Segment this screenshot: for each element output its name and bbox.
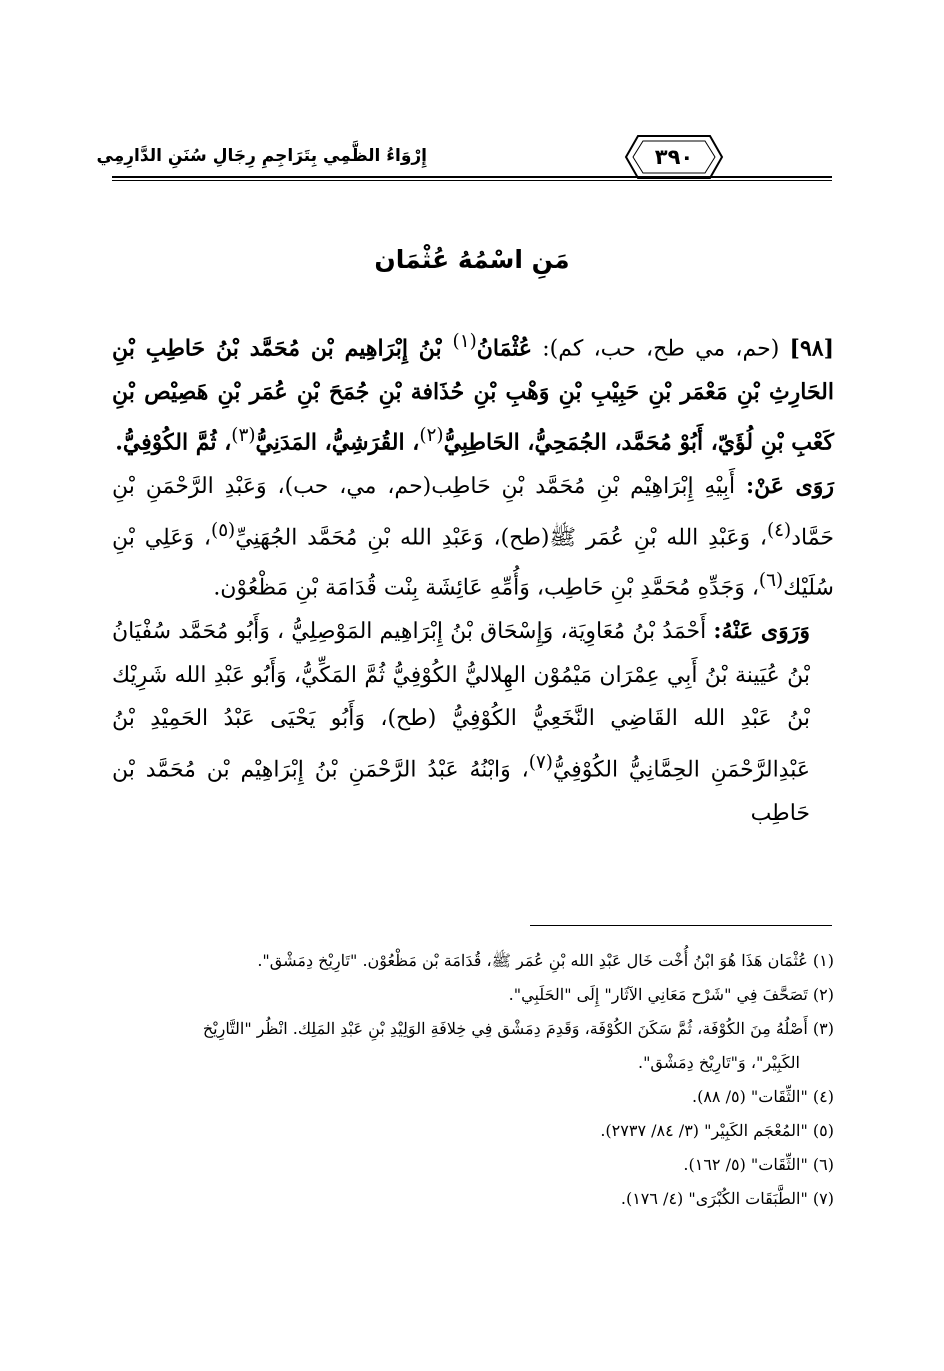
entry-paragraph [112,320,834,465]
footnote-3: (٣) أَصْلُهُ مِنَ الكُوْفَة، ثُمَّ سَكَنَ الكُوْفَة، وَقَدِمَ دِمَشْق فِي خِلافَةِ الوَلِيْدِ بْنِ عَبْدِ المَلِك. انْظُر "التَّارِيْخ [202,1019,834,1038]
footnote-ref: (٣) [231,425,256,447]
book-title: إِرْوَاءُ الظَّمِي بِتَرَاجِمِ رِجَالِ سُنَنِ الدَّارِمِي [96,146,427,166]
entry-sigla: (حم، مي طح، حب، كم): [532,336,790,362]
footnote-1: (١) عُثْمَان هَذَا هُوَ ابْنُ أُخْت خَال عَبْدِ الله بْنِ عُمَر ﷺ، قُدَامَة بْن مَظْعُوْن. "تَارِيْخ دِمَشْق". [257,951,834,970]
footnote-4: (٤) "الثِّقَات" (٥/ ٨٨). [692,1087,834,1106]
footnote-ref: (٢) [419,425,444,447]
footnote-ref: (٦) [758,570,784,592]
entry-name: عُثْمَانُ [476,335,533,362]
paragraph-text: ، وَعَلِي بْنِ سُلَيْك [112,524,834,601]
footnote-6: (٦) "الثِّقَات" (٥/ ١٦٢). [683,1155,834,1174]
entry-lineage: ، القُرَشِيُّ، المَدَنِيُّ [255,429,420,456]
footnote-2: (٢) تَصَحَّفَ فِي "شَرْح مَعَانِي الآثَار" إِلَى "الحَلَبِي". [508,985,834,1004]
paragraph-text: ، وَعَبْدِ الله بْنِ عُمَر ﷺ(طح)، وَعَبْدِ الله بْنِ مُحَمَّد الجُهَنِيِّ [235,524,768,550]
paragraph-text: ، وَجَدِّهِ مُحَمَّدِ بْنِ حَاطِب، وَأُمِّهِ عَائِشَة بِنْت قُدَامَة بْنِ مَظْعُوْن. [213,575,759,601]
header-rule [112,176,832,178]
narrated-by-paragraph [112,610,834,835]
footnote-3-continued: الكَبِيْر"، وَ"تَارِيْخ دِمَشْق". [637,1053,800,1072]
footnote-separator [530,925,832,926]
footnote-5: (٥) "المُعْجَم الكَبِيْر" (٣/ ٨٤/ ٢٧٣٧). [600,1121,834,1140]
paragraph-text: أَبِيْهِ إِبْرَاهِيْم بْنِ مُحَمَّد بْنِ حَاطِب(حم، مي، حب)، وَعَبْدِ الرَّحْمَنِ بْنِ حَمَّاد [112,474,835,550]
footnote-ref: (٥) [211,519,236,541]
footnote-ref: (١) [452,331,477,352]
narrated-from-label: رَوَى عَنْ: [745,473,834,500]
page-header [96,132,832,192]
paragraph-text: ، وَابْنُهُ عَبْدُ الرَّحْمَنِ بْنُ إِبْرَاهِيْم بْن مُحَمَّد بْن حَاطِب [112,757,810,826]
section-title: مَنِ اسْمُهُ عُثْمَان [374,245,570,274]
footnotes [112,944,834,1216]
footnote-7: (٧) "الطَّبَقَات الكُبْرَى" (٤/ ١٧٦). [620,1189,834,1208]
page-number-badge [624,134,724,180]
footnote-ref: (٧) [528,751,553,773]
footnote-ref: (٤) [767,519,792,541]
header-rule-thin [112,180,832,181]
page-number: ٣٩٠ [654,145,694,169]
entry-number: [٩٨] [789,335,834,362]
paragraph-text: أَحْمَدُ بْنُ مُعَاوِيَة، وَإِسْحَاق بْنُ إِبْرَاهِيم المَوْصِلِيُّ ، وَأَبُو مُحَمَّد سُفْيَانُ بْنُ عُيَينة بْنُ أَبِي عِمْرَان مَيْمُوْن الهِلاليُّ الكُوْفِيُّ ثُمَّ المَكِّيُّ، وَأَبُو عَبْدِ الله شَرِيْك بْنُ عَبْدِ الله القَاضِي النَّخَعِيُّ الكُوْفِيُّ (طح)، وَأَبُو يَحْيَى عَبْدُ الحَمِيْدِ بْنُ عَبْدِالرَّحْمَنِ الحِمَّانِيُّ الكُوْفِيُّ [112,619,810,783]
entry-lineage: ، ثُمَّ الكُوْفِيُّ. [115,429,232,456]
main-text [112,320,834,835]
narrated-from-paragraph [112,465,834,610]
narrated-by-label: وَرَوَى عَنْهُ: [713,618,810,645]
entry-lineage: بْنُ إِبْرَاهِيم بْن مُحَمَّد بْنُ حَاطِبِ بْنِ الحَارِثِ بْنِ مَعْمَر بْنِ حَبِيْبِ بْنِ وَهْبِ بْنِ حُذَافة بْنِ جُمَحَ بْنِ عُمَر بْنِ هَصِيْص بْنِ كَعْبِ بْنِ لُؤَيّ، أَبُوْ مُحَمَّد، الجُمَحِيُّ، الحَاطِبِيُّ [112,335,834,456]
